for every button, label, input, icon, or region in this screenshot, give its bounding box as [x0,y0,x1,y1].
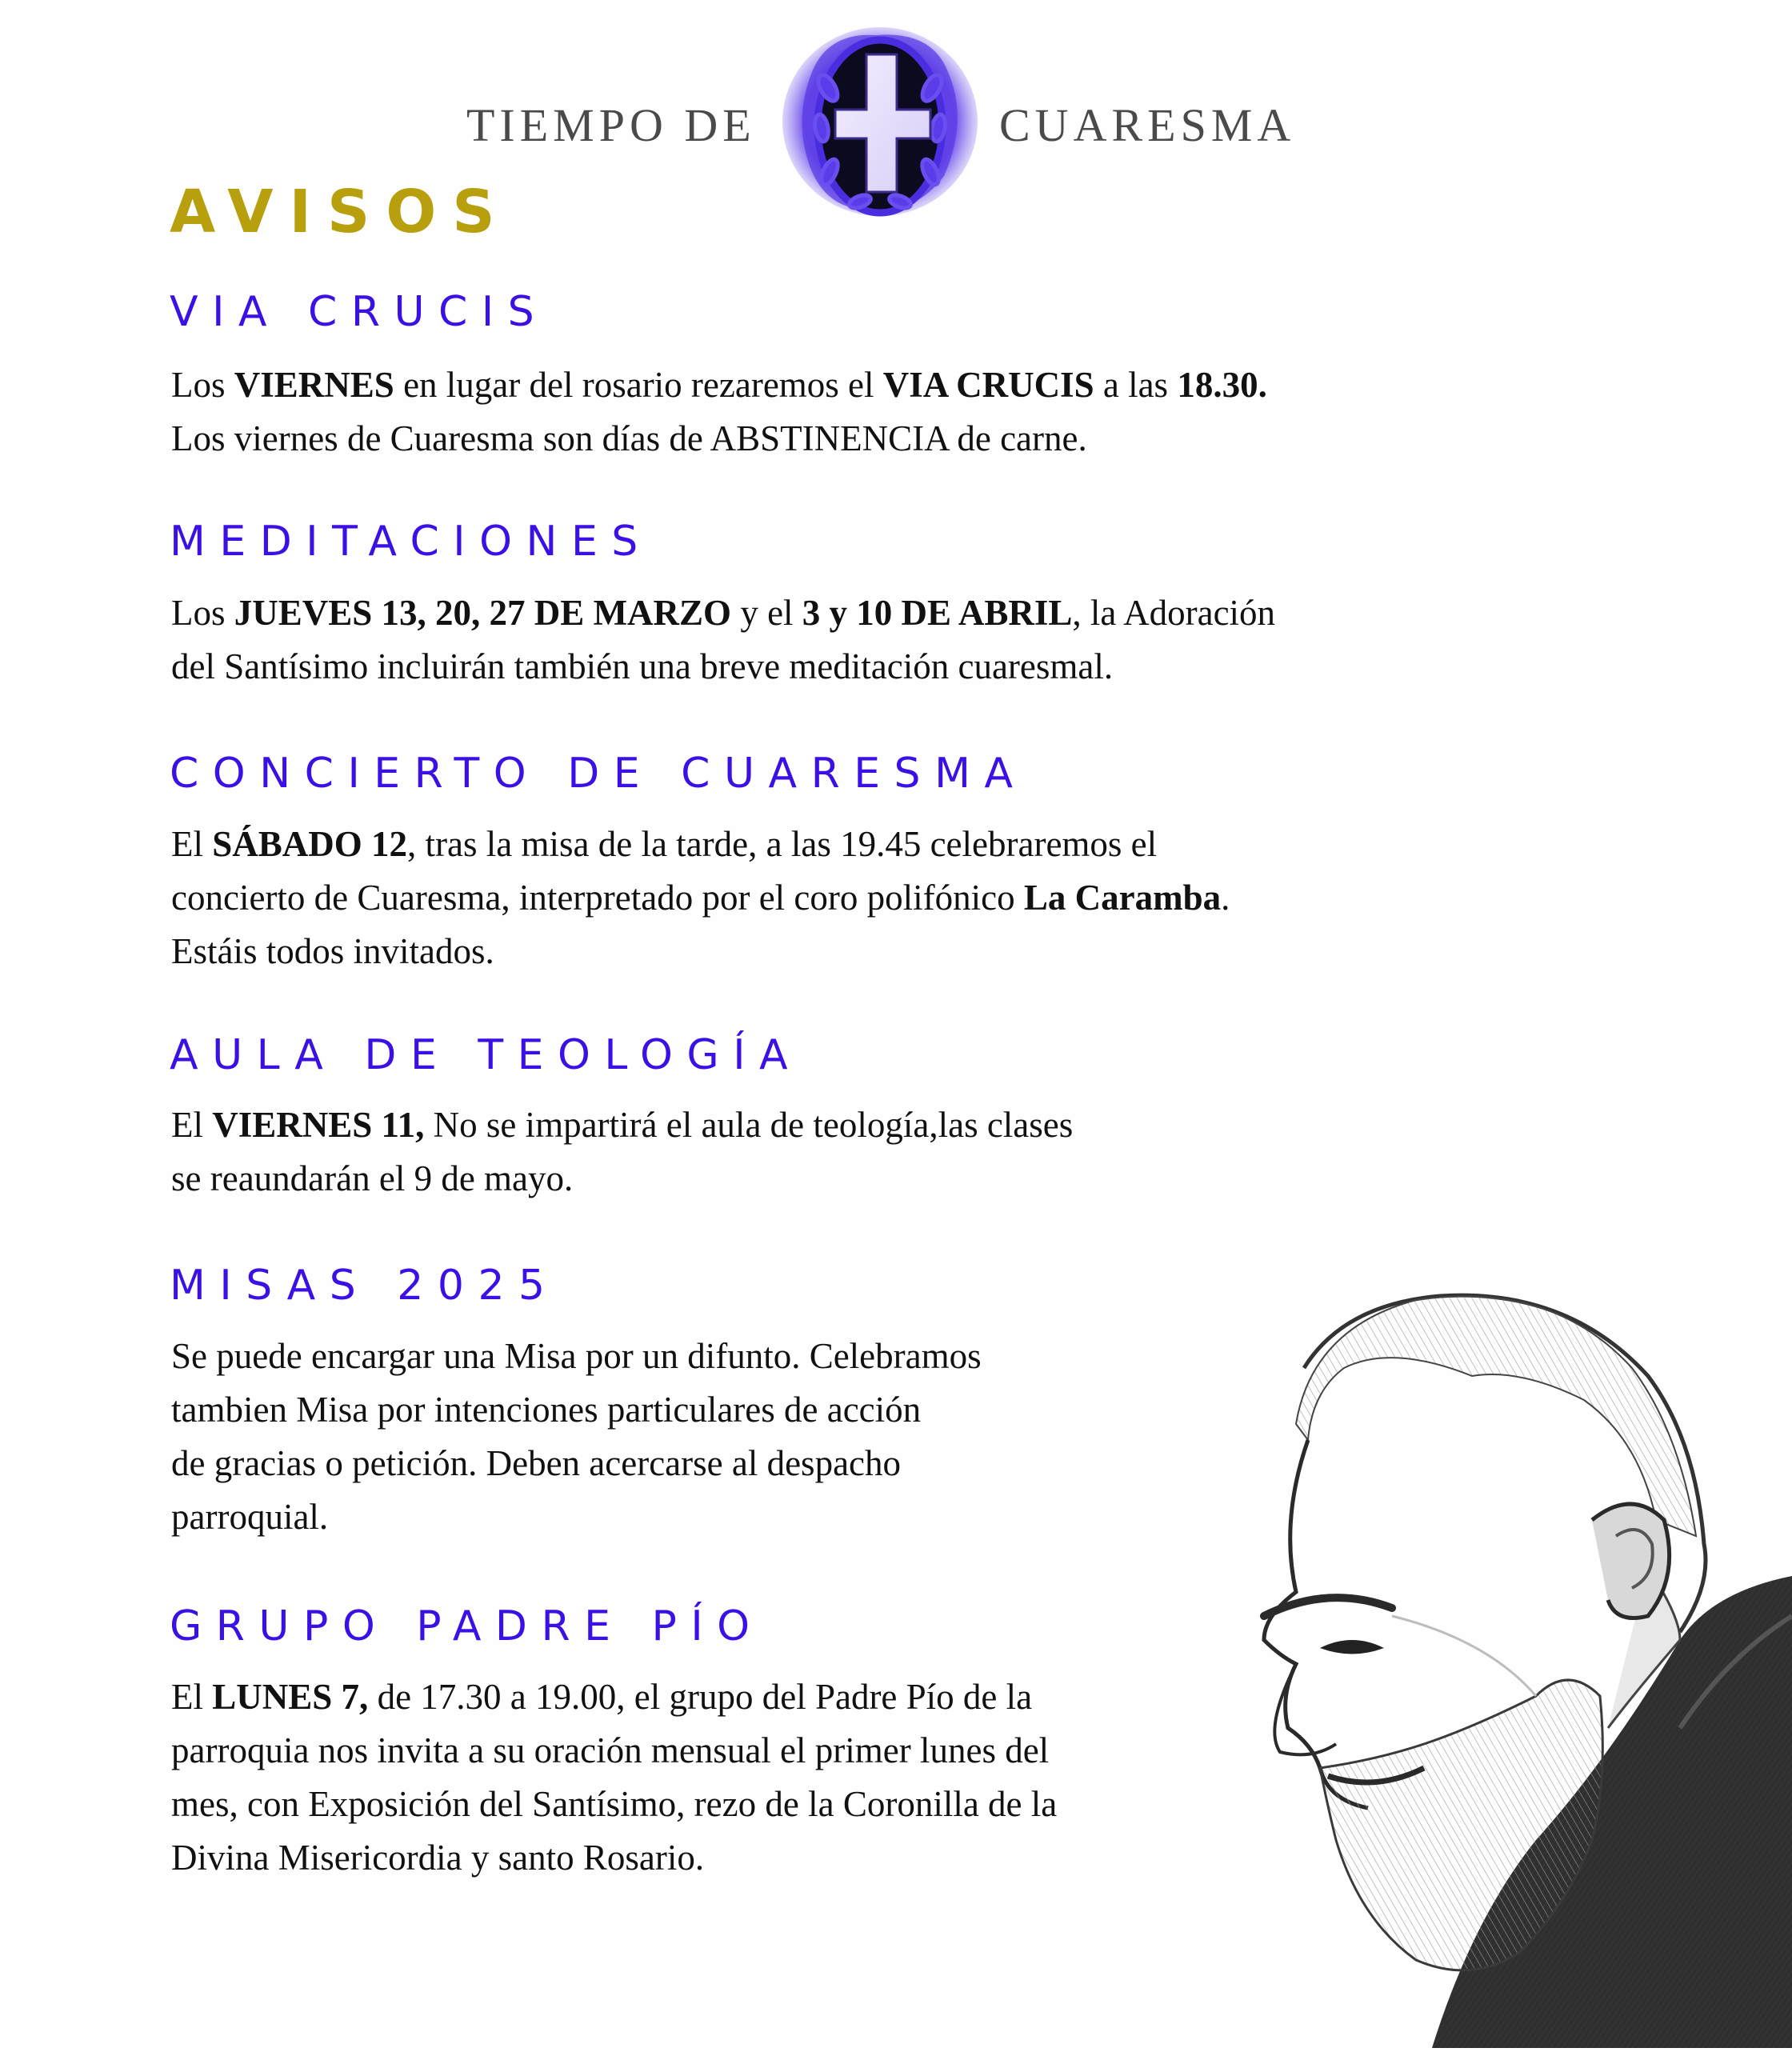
text: en lugar del rosario rezaremos el [394,365,883,405]
bold-text: LUNES 7, [212,1677,369,1717]
paragraph-line [171,871,1230,925]
paragraph-line [171,1330,982,1383]
text: se reaundarán el 9 de mayo. [171,1158,574,1198]
text: de gracias o petición. Deben acercarse al despacho [171,1443,902,1483]
text: Los viernes de Cuaresma son días de ABSTINENCIA de carne. [171,418,1087,458]
text: El [171,1677,213,1717]
section-title-grupo-padre-pio: GRUPO PADRE PÍO [170,1602,764,1650]
text: tambien Misa por intenciones particulares de acción [171,1390,922,1430]
padre-pio-portrait-icon [1232,1280,1792,2048]
text: concierto de Cuaresma, interpretado por el coro polifónico [171,878,1024,918]
paragraph-line [171,1152,1073,1206]
text: , la Adoración [1072,593,1276,633]
bold-text: VIERNES [234,365,394,405]
section-body-via-crucis [171,358,1267,466]
text: El [171,824,213,864]
bold-text: VIA CRUCIS [882,365,1094,405]
section-title-concierto: CONCIERTO DE CUARESMA [170,750,1027,798]
paragraph-line [171,1383,982,1437]
section-title-via-crucis: VIA CRUCIS [170,288,549,336]
paragraph-line [171,358,1267,412]
paragraph-line [171,1670,1057,1724]
section-body-misas [171,1330,982,1544]
text: y el [731,593,802,633]
section-title-aula-teologia: AULA DE TEOLOGÍA [170,1031,802,1079]
avisos-title: AVISOS [170,178,511,246]
text: a las [1094,365,1178,405]
section-title-meditaciones: MEDITACIONES [170,518,652,566]
text: Divina Misericordia y santo Rosario. [171,1838,705,1878]
text: Estáis todos invitados. [171,931,494,971]
text: , tras la misa de la tarde, a las 19.45 celebraremos el [407,824,1158,864]
paragraph-line [171,1437,982,1490]
bold-text: 18.30. [1177,365,1267,405]
paragraph-line [171,1724,1057,1778]
bold-text: JUEVES 13, 20, 27 DE MARZO [234,593,732,633]
paragraph-line [171,925,1230,978]
paragraph-line [171,640,1275,694]
paragraph-line [171,1831,1057,1885]
paragraph-line [171,818,1230,871]
text: del Santísimo incluirán también una breve meditación cuaresmal. [171,646,1114,686]
text: de 17.30 a 19.00, el grupo del Padre Pío de la [368,1677,1033,1717]
section-title-misas: MISAS 2025 [170,1262,559,1310]
text: parroquial. [171,1497,329,1537]
text: Los [171,365,234,405]
paragraph-line [171,1098,1073,1152]
bold-text: La Caramba [1023,878,1222,918]
paragraph-line [171,586,1275,640]
section-body-meditaciones [171,586,1275,694]
text: parroquia nos invita a su oración mensual el primer lunes del [171,1730,1050,1770]
text: . [1221,878,1230,918]
section-body-aula-teologia [171,1098,1073,1206]
bold-text: VIERNES 11, [212,1105,425,1145]
paragraph-line [171,1778,1057,1831]
text: Se puede encargar una Misa por un difunto. Celebramos [171,1336,982,1376]
header-title-left: TIEMPO DE [466,99,756,151]
bold-text: SÁBADO 12 [212,824,408,864]
text: El [171,1105,213,1145]
paragraph-line [171,1490,982,1544]
header-title-right: CUARESMA [999,99,1296,151]
paragraph-line [171,412,1267,466]
text: No se impartirá el aula de teología,las clases [424,1105,1074,1145]
cross-wreath-icon [780,24,980,220]
text: Los [171,593,234,633]
text: mes, con Exposición del Santísimo, rezo de la Coronilla de la [171,1784,1058,1824]
bold-text: 3 y 10 DE ABRIL [802,593,1073,633]
section-body-concierto [171,818,1230,978]
section-body-grupo-padre-pio [171,1670,1057,1885]
